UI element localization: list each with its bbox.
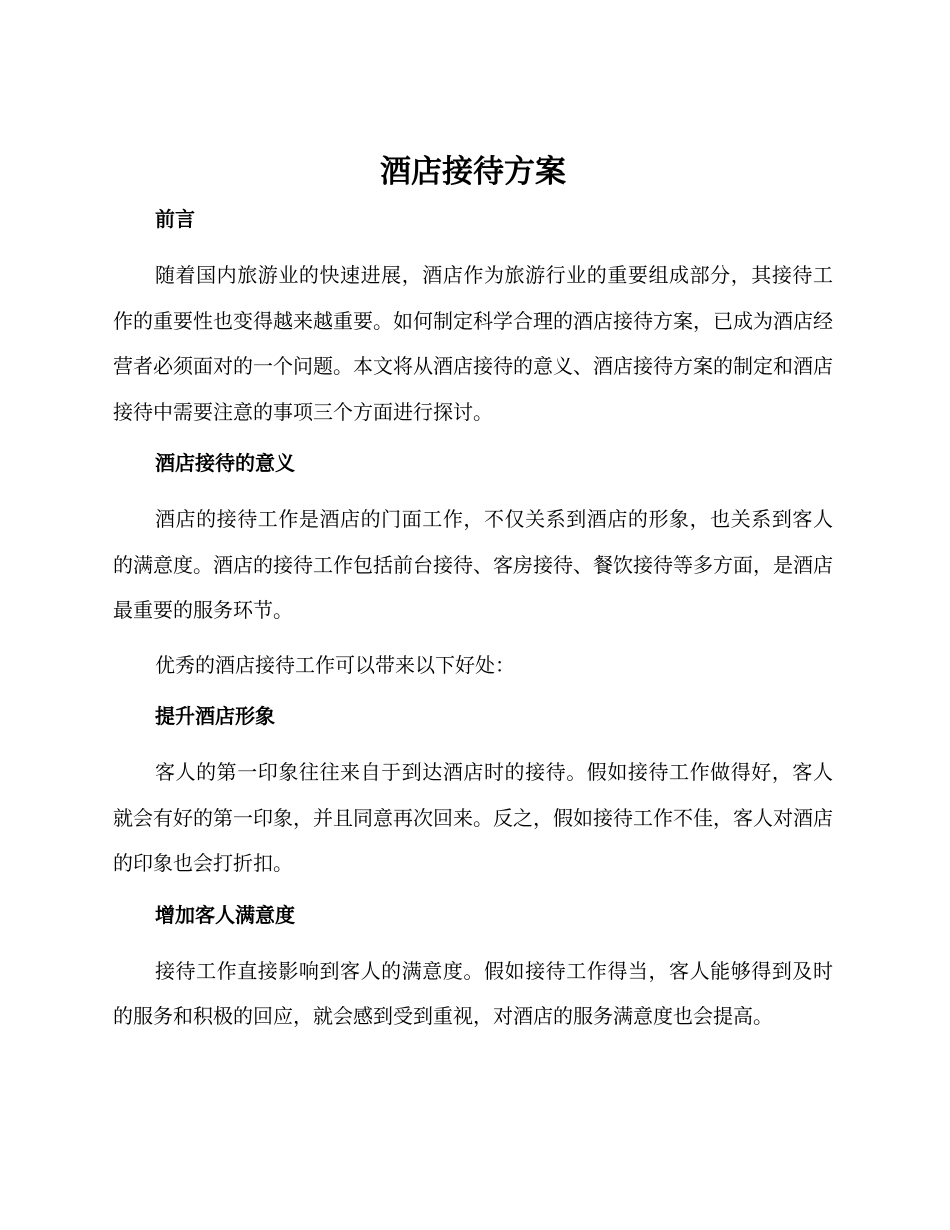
paragraph: 接待工作直接影响到客人的满意度。假如接待工作得当，客人能够得到及时的服务和积极的回应，就会感到受到重视，对酒店的服务满意度也会提高。 [113, 958, 833, 1028]
document-body [113, 148, 833, 1040]
section-heading-significance: 酒店接待的意义 [155, 451, 295, 475]
document-title: 酒店接待方案 [380, 154, 566, 190]
section-heading-image: 提升酒店形象 [155, 704, 275, 728]
section-heading-satisfaction: 增加客人满意度 [155, 902, 295, 927]
section-heading-preface: 前言 [155, 207, 195, 231]
paragraph: 优秀的酒店接待工作可以带来以下好处： [155, 652, 515, 677]
paragraph: 客人的第一印象往往来自于到达酒店时的接待。假如接待工作做得好，客人就会有好的第一印象，并且同意再次回来。反之，假如接待工作不佳，客人对酒店的印象也会打折扣。 [113, 760, 833, 875]
paragraph: 随着国内旅游业的快速进展，酒店作为旅游行业的重要组成部分，其接待工作的重要性也变得越来越重要。如何制定科学合理的酒店接待方案，已成为酒店经营者必须面对的一个问题。本文将从酒店接待的意义、酒店接待方案的制定和酒店接待中需要注意的事项三个方面进行探讨。 [113, 263, 833, 424]
paragraph: 酒店的接待工作是酒店的门面工作，不仅关系到酒店的形象，也关系到客人的满意度。酒店的接待工作包括前台接待、客房接待、餐饮接待等多方面，是酒店最重要的服务环节。 [113, 507, 833, 622]
